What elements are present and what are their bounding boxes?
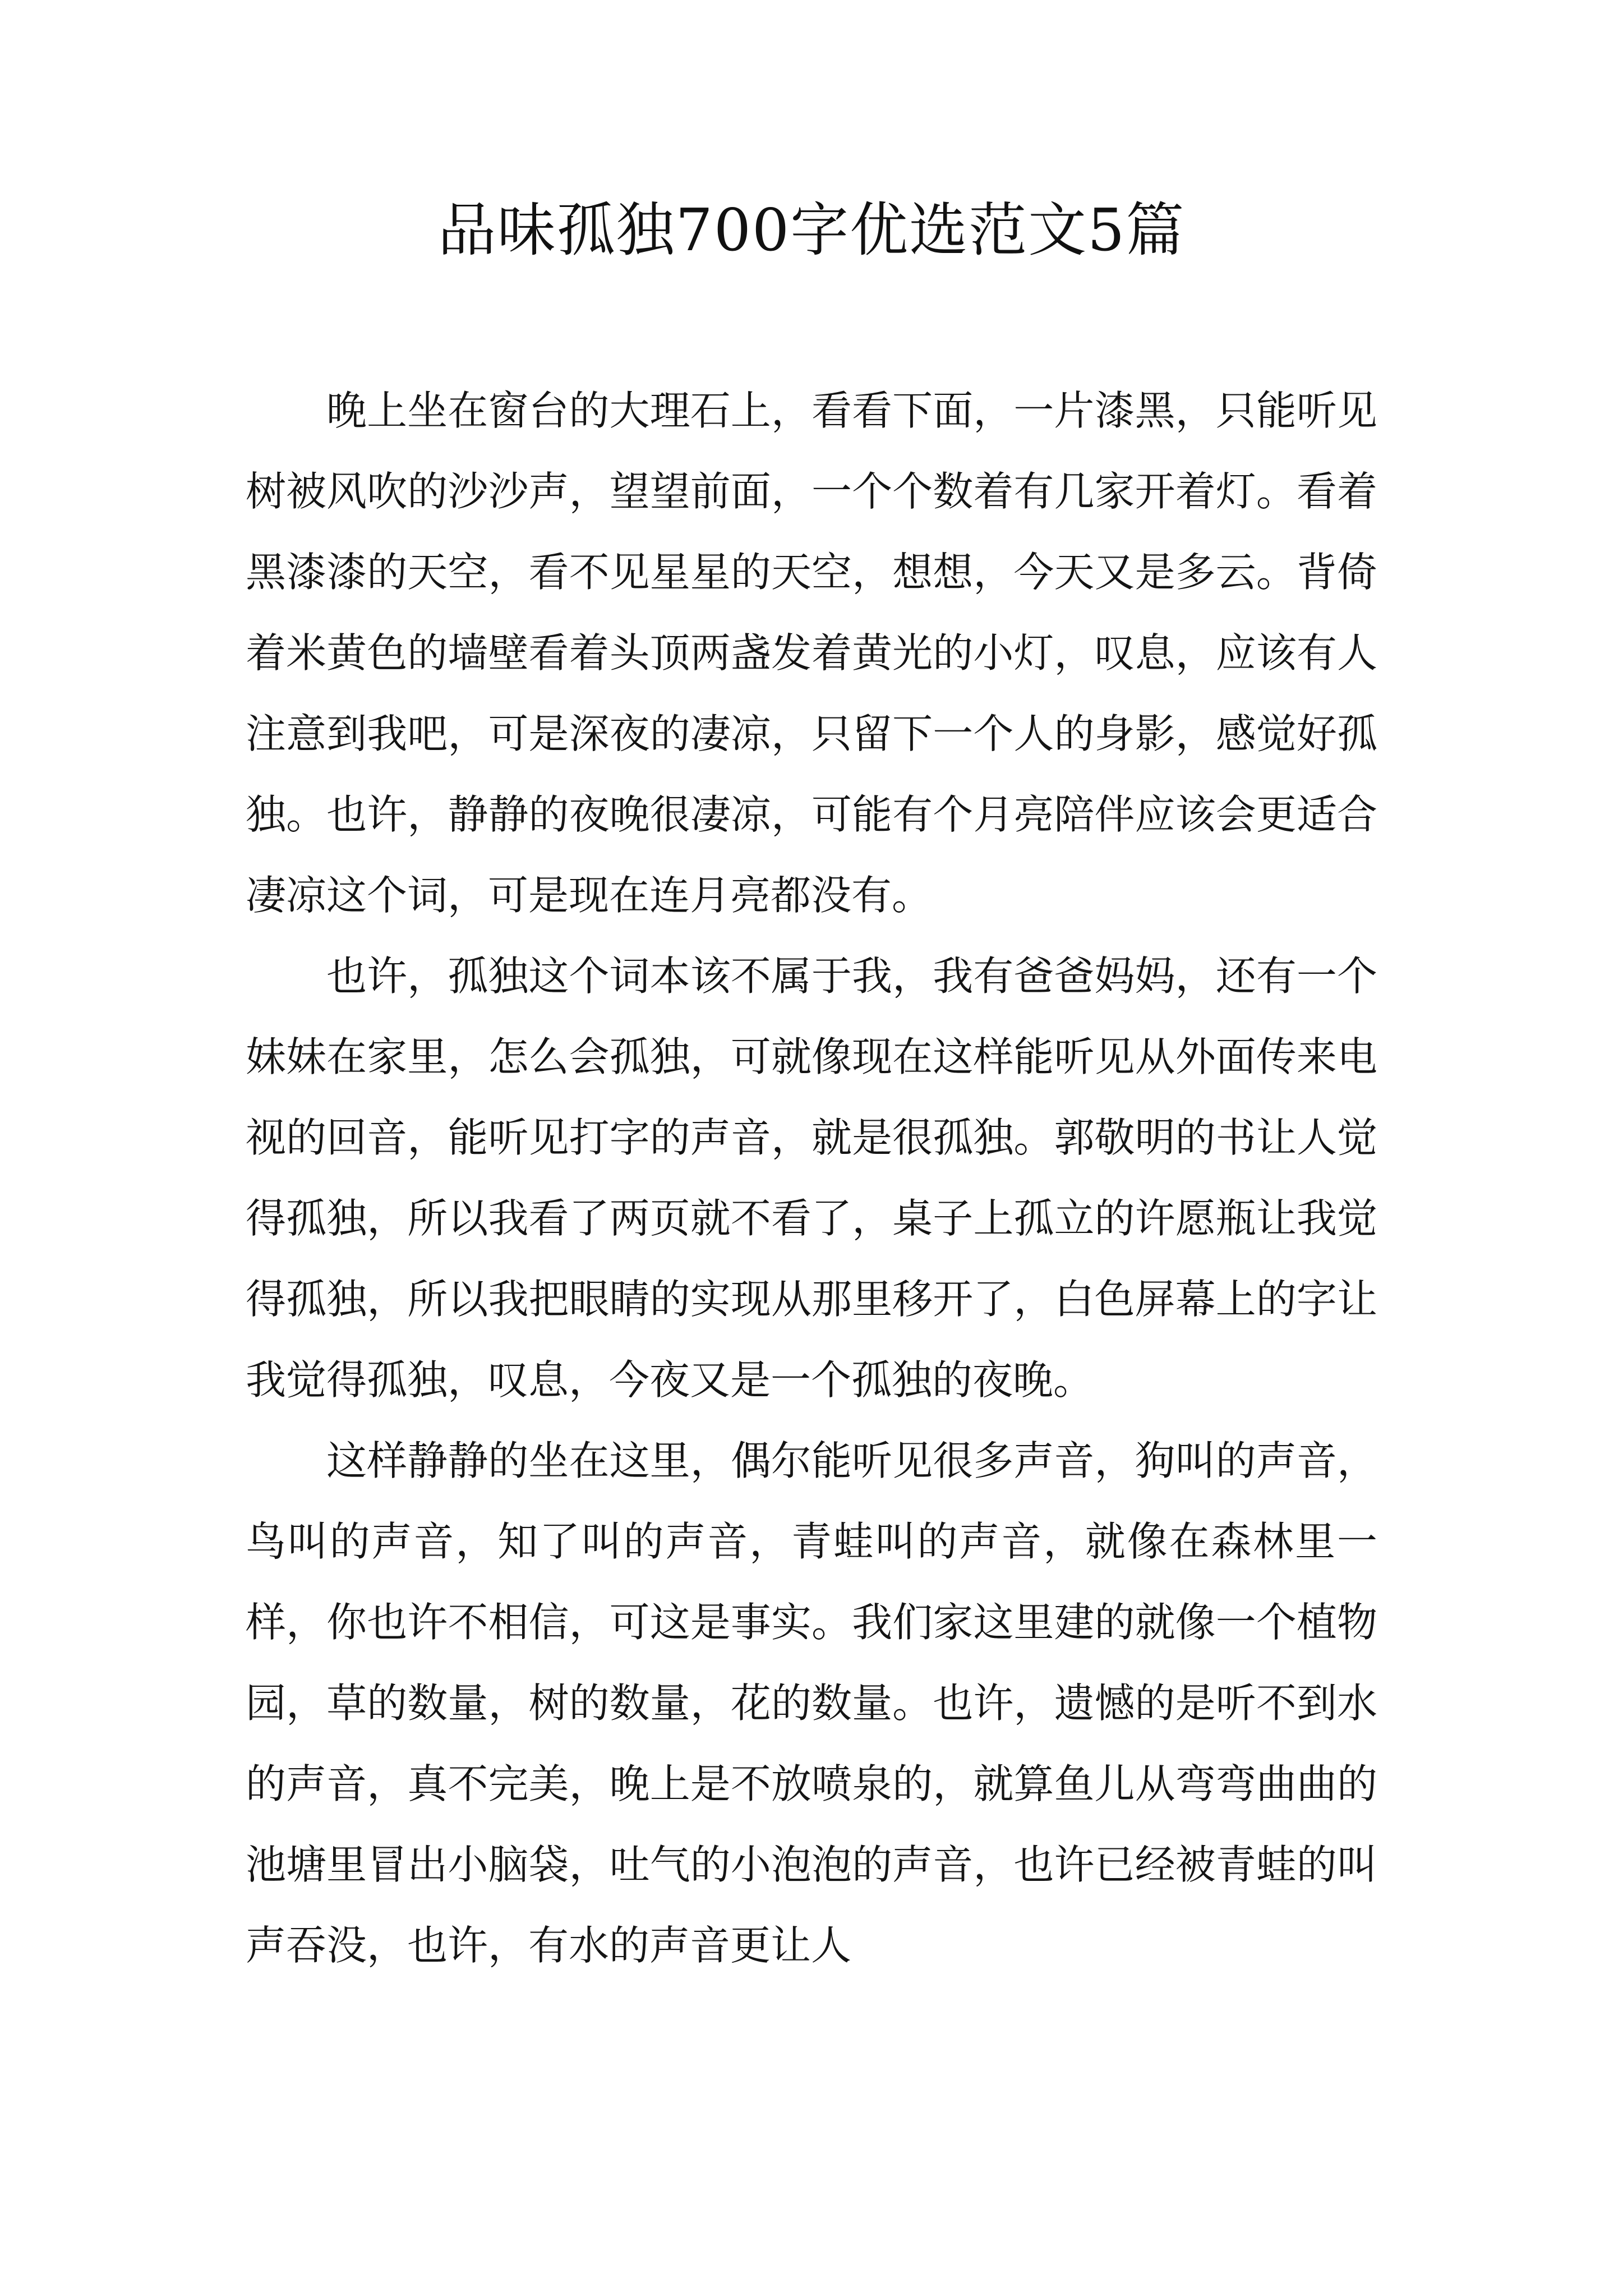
paragraph: 晚上坐在窗台的大理石上，看看下面，一片漆黑，只能听见树被风吹的沙沙声，望望前面，一个个数着有几家开着灯。看着黑漆漆的天空，看不见星星的天空，想想，今天又是多云。背倚着米黄色的墙壁看着头顶两盏发着黄光的小灯，叹息，应该有人注意到我吧，可是深夜的凄凉，只留下一个人的身影，感觉好孤独。也许，静静的夜晚很凄凉，可能有个月亮陪伴应该会更适合凄凉这个词，可是现在连月亮都没有。 (246, 387, 1377, 919)
document-body (246, 370, 1377, 1986)
paragraph: 也许，孤独这个词本该不属于我，我有爸爸妈妈，还有一个妹妹在家里，怎么会孤独，可就像现在这样能听见从外面传来电视的回音，能听见打字的声音，就是很孤独。郭敬明的书让人觉得孤独，所以我看了两页就不看了，桌子上孤立的许愿瓶让我觉得孤独，所以我把眼睛的实现从那里移开了，白色屏幕上的字让我觉得孤独，叹息，今夜又是一个孤独的夜晚。 (246, 953, 1377, 1404)
paragraph: 这样静静的坐在这里，偶尔能听见很多声音，狗叫的声音，鸟叫的声音，知了叫的声音，青蛙叫的声音，就像在森林里一样，你也许不相信，可这是事实。我们家这里建的就像一个植物园，草的数量，树的数量，花的数量。也许，遗憾的是听不到水的声音，真不完美，晚上是不放喷泉的，就算鱼儿从弯弯曲曲的池塘里冒出小脑袋，吐气的小泡泡的声音，也许已经被青蛙的叫声吞没，也许，有水的声音更让人 (246, 1437, 1377, 1969)
document-title: 品味孤独700字优选范文5篇 (437, 196, 1186, 264)
